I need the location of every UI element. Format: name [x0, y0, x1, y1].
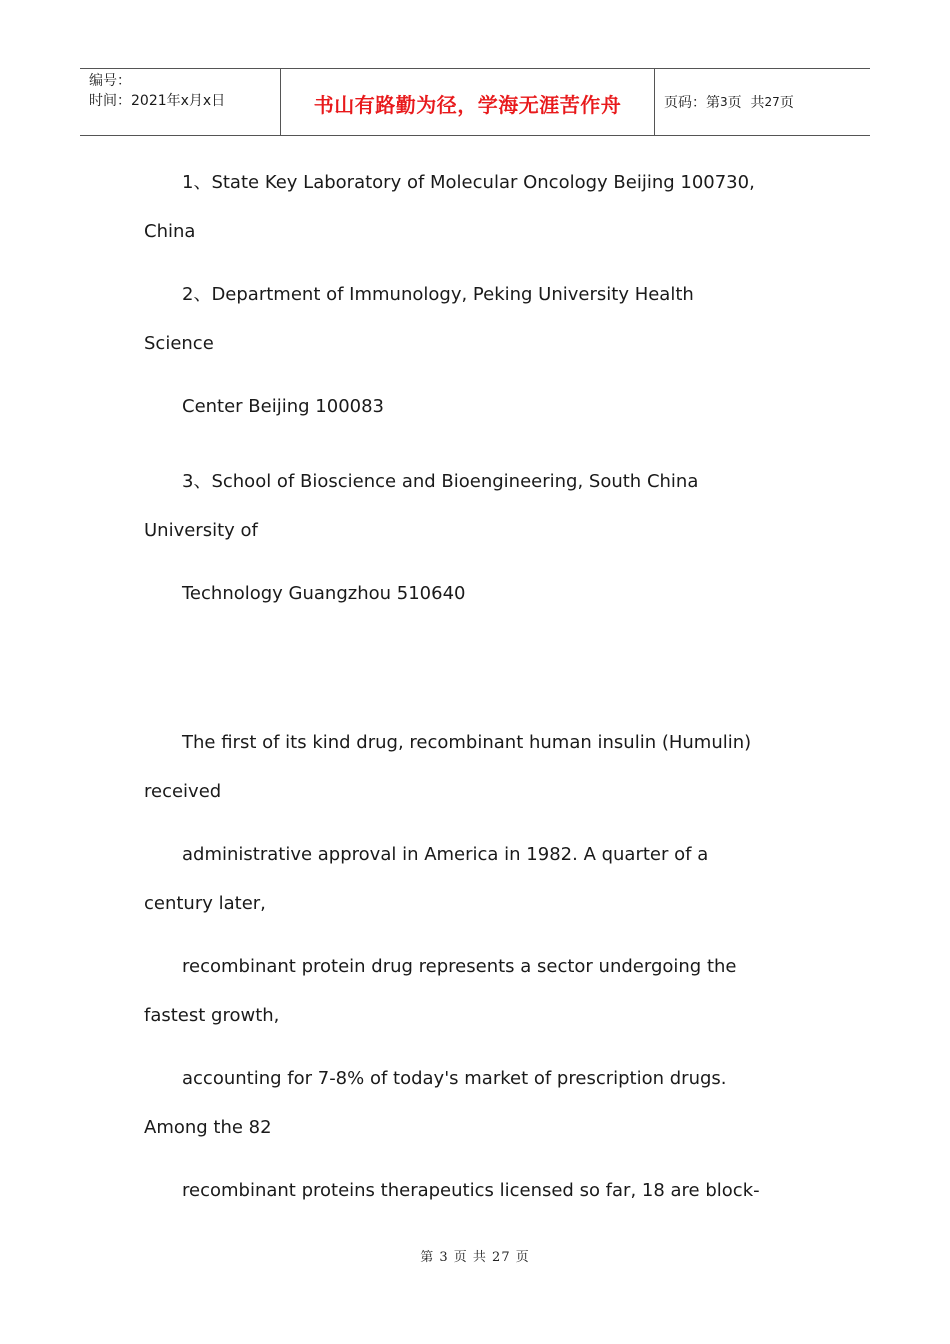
header-page-cell	[655, 69, 870, 135]
body-line: 2、Department of Immunology, Peking University Health	[182, 284, 694, 305]
body-line: recombinant protein drug represents a sector undergoing the	[182, 956, 737, 977]
page-mid: 页 共	[727, 95, 765, 111]
body-line: received	[144, 781, 222, 802]
body-line: administrative approval in America in 1982. A quarter of a	[182, 844, 709, 865]
body-line: accounting for 7-8% of today's market of prescription drugs.	[182, 1068, 727, 1089]
header-motto-cell	[281, 69, 655, 135]
body-line: 1、State Key Laboratory of Molecular Oncology Beijing 100730,	[182, 172, 755, 193]
serial-number-label: 编号：	[89, 73, 131, 89]
body-line: recombinant proteins therapeutics licensed so far, 18 are block-	[182, 1180, 760, 1201]
body-line: Among the 82	[144, 1117, 272, 1138]
page-footer: 第 3 页 共 27 页	[420, 1250, 530, 1265]
page-prefix: 页码：第	[664, 95, 720, 111]
page-current: 3	[720, 95, 728, 109]
body-line: Center Beijing 100083	[182, 396, 384, 417]
header-meta-cell	[80, 69, 281, 135]
body-line: China	[144, 221, 196, 242]
page-suffix: 页	[779, 95, 794, 111]
body-line: Technology Guangzhou 510640	[182, 583, 466, 604]
body-line: University of	[144, 520, 258, 541]
body-line: Science	[144, 333, 214, 354]
date-label: 时间：2021年x月x日	[89, 93, 226, 109]
page-total: 27	[764, 95, 780, 109]
body-line: century later,	[144, 893, 266, 914]
body-line: The first of its kind drug, recombinant human insulin (Humulin)	[182, 732, 752, 753]
body-line: fastest growth,	[144, 1005, 280, 1026]
header-motto: 书山有路勤为径，学海无涯苦作舟	[313, 92, 622, 117]
page-header	[80, 68, 870, 136]
body-line: 3、School of Bioscience and Bioengineering, South China	[182, 471, 699, 492]
